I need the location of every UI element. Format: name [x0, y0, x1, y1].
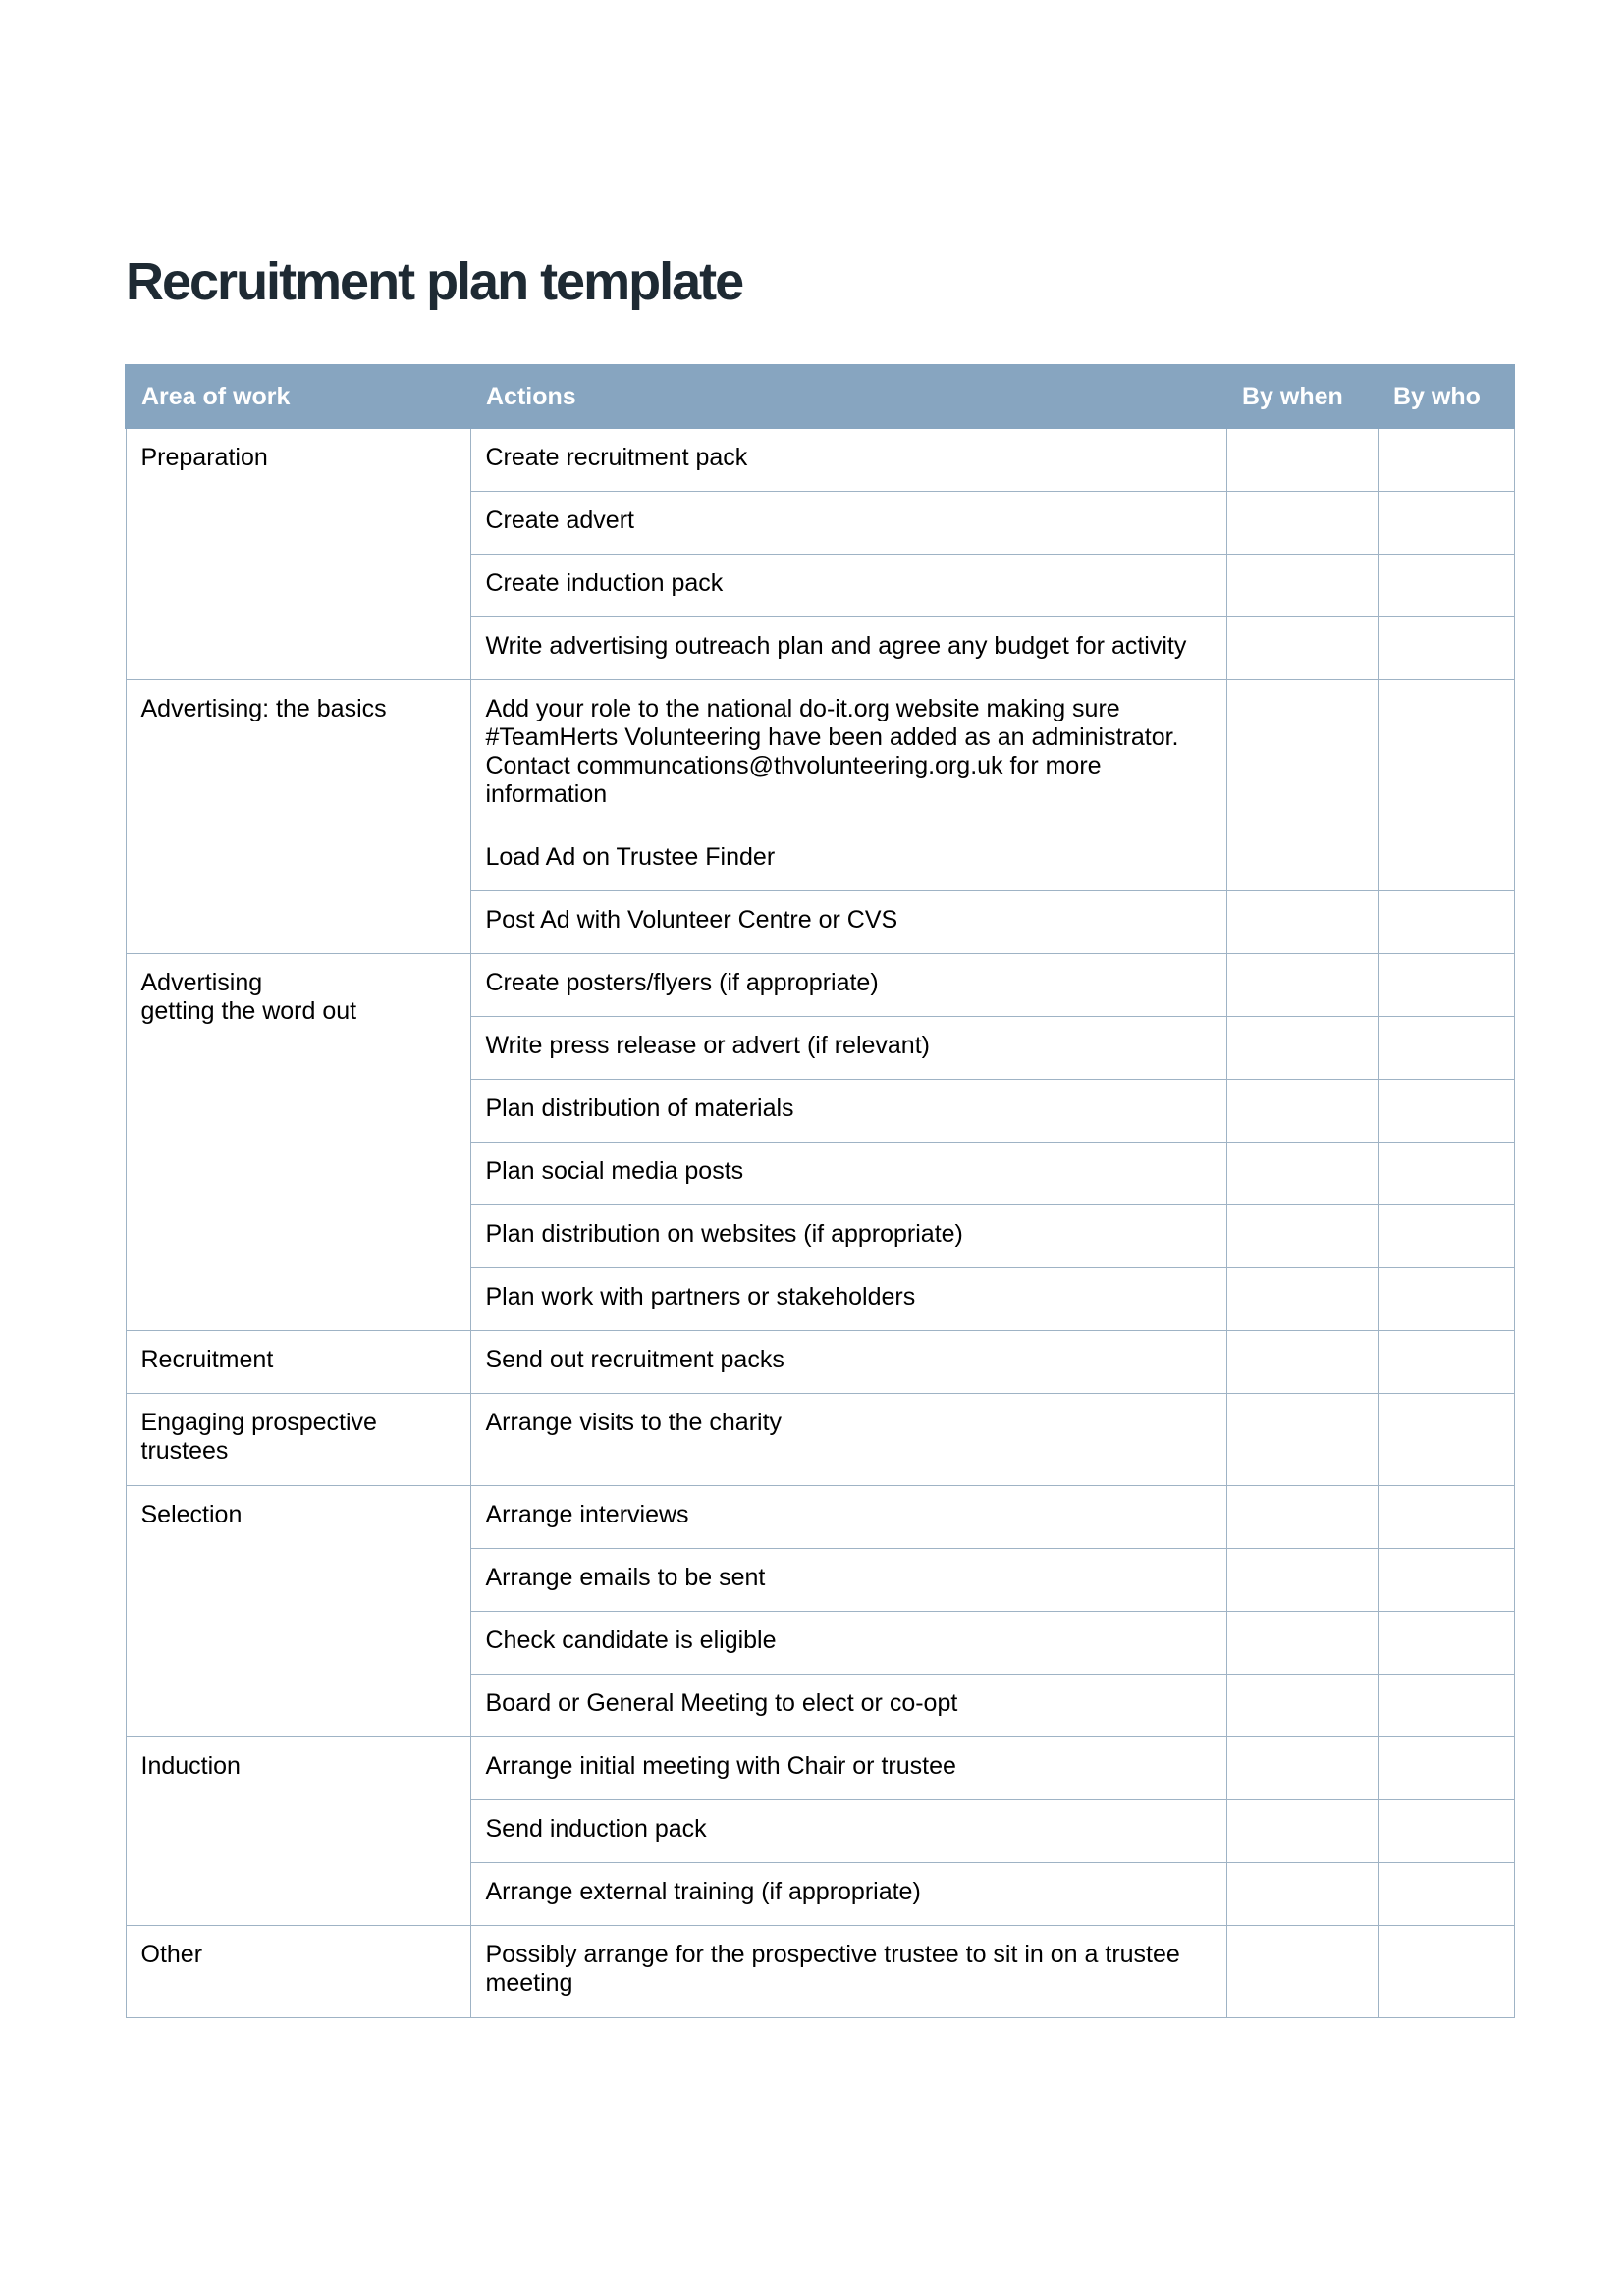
- area-selection: Selection: [126, 1485, 470, 1736]
- page-title: Recruitment plan template: [126, 252, 743, 311]
- area-preparation: Preparation: [126, 428, 470, 679]
- header-actions: Actions: [470, 365, 1226, 428]
- by-who-cell[interactable]: [1378, 1267, 1514, 1330]
- action-cell: Possibly arrange for the prospective trustee to sit in on a trustee meeting: [470, 1925, 1226, 2017]
- by-when-cell[interactable]: [1226, 1925, 1378, 2017]
- area-induction: Induction: [126, 1736, 470, 1925]
- by-when-cell[interactable]: [1226, 491, 1378, 554]
- action-cell: Plan distribution on websites (if appropriate): [470, 1204, 1226, 1267]
- action-cell: Arrange interviews: [470, 1485, 1226, 1548]
- table-row: [126, 1485, 1514, 1548]
- action-cell: Create posters/flyers (if appropriate): [470, 953, 1226, 1016]
- action-cell: Plan social media posts: [470, 1142, 1226, 1204]
- area-advertising-word-out: Advertising getting the word out: [126, 953, 470, 1330]
- action-cell: Add your role to the national do-it.org website making sure #TeamHerts Volunteering have been added as an administrator. Contact communcations@thvolunteering.org.uk for more information: [470, 679, 1226, 828]
- by-who-cell[interactable]: [1378, 1204, 1514, 1267]
- table-row: [126, 679, 1514, 828]
- by-who-cell[interactable]: [1378, 1862, 1514, 1925]
- table-header-row: [126, 365, 1514, 428]
- header-by-when: By when: [1226, 365, 1378, 428]
- by-when-cell[interactable]: [1226, 828, 1378, 890]
- action-cell: Create recruitment pack: [470, 428, 1226, 491]
- by-when-cell[interactable]: [1226, 1799, 1378, 1862]
- area-recruitment: Recruitment: [126, 1330, 470, 1393]
- by-when-cell[interactable]: [1226, 953, 1378, 1016]
- by-when-cell[interactable]: [1226, 1079, 1378, 1142]
- action-cell: Load Ad on Trustee Finder: [470, 828, 1226, 890]
- action-cell: Write advertising outreach plan and agree any budget for activity: [470, 616, 1226, 679]
- by-when-cell[interactable]: [1226, 1862, 1378, 1925]
- table-row: [126, 953, 1514, 1016]
- table-row: [126, 1330, 1514, 1393]
- by-when-cell[interactable]: [1226, 1142, 1378, 1204]
- action-cell: Arrange external training (if appropriate): [470, 1862, 1226, 1925]
- by-when-cell[interactable]: [1226, 1674, 1378, 1736]
- action-cell: Arrange initial meeting with Chair or trustee: [470, 1736, 1226, 1799]
- by-who-cell[interactable]: [1378, 953, 1514, 1016]
- by-when-cell[interactable]: [1226, 679, 1378, 828]
- by-who-cell[interactable]: [1378, 1674, 1514, 1736]
- action-cell: Send induction pack: [470, 1799, 1226, 1862]
- by-when-cell[interactable]: [1226, 1204, 1378, 1267]
- by-who-cell[interactable]: [1378, 890, 1514, 953]
- header-by-who: By who: [1378, 365, 1514, 428]
- by-who-cell[interactable]: [1378, 491, 1514, 554]
- action-cell: Plan distribution of materials: [470, 1079, 1226, 1142]
- by-who-cell[interactable]: [1378, 1799, 1514, 1862]
- table-row: [126, 1393, 1514, 1485]
- action-cell: Send out recruitment packs: [470, 1330, 1226, 1393]
- by-when-cell[interactable]: [1226, 554, 1378, 616]
- by-who-cell[interactable]: [1378, 554, 1514, 616]
- by-when-cell[interactable]: [1226, 1330, 1378, 1393]
- by-who-cell[interactable]: [1378, 1393, 1514, 1485]
- action-cell: Board or General Meeting to elect or co-opt: [470, 1674, 1226, 1736]
- area-engaging-trustees: Engaging prospective trustees: [126, 1393, 470, 1485]
- action-cell: Plan work with partners or stakeholders: [470, 1267, 1226, 1330]
- by-when-cell[interactable]: [1226, 428, 1378, 491]
- action-cell: Create induction pack: [470, 554, 1226, 616]
- table-row: [126, 428, 1514, 491]
- area-advertising-basics: Advertising: the basics: [126, 679, 470, 953]
- table-row: [126, 1925, 1514, 2017]
- by-when-cell[interactable]: [1226, 1485, 1378, 1548]
- header-area-of-work: Area of work: [126, 365, 470, 428]
- by-when-cell[interactable]: [1226, 1736, 1378, 1799]
- action-cell: Create advert: [470, 491, 1226, 554]
- by-who-cell[interactable]: [1378, 616, 1514, 679]
- table-row: [126, 1736, 1514, 1799]
- by-who-cell[interactable]: [1378, 1330, 1514, 1393]
- action-cell: Check candidate is eligible: [470, 1611, 1226, 1674]
- by-when-cell[interactable]: [1226, 1393, 1378, 1485]
- by-who-cell[interactable]: [1378, 1485, 1514, 1548]
- by-when-cell[interactable]: [1226, 616, 1378, 679]
- by-who-cell[interactable]: [1378, 828, 1514, 890]
- recruitment-plan-table: [125, 364, 1515, 2018]
- by-when-cell[interactable]: [1226, 890, 1378, 953]
- by-when-cell[interactable]: [1226, 1267, 1378, 1330]
- by-when-cell[interactable]: [1226, 1548, 1378, 1611]
- by-who-cell[interactable]: [1378, 1142, 1514, 1204]
- action-cell: Write press release or advert (if relevant): [470, 1016, 1226, 1079]
- action-cell: Arrange emails to be sent: [470, 1548, 1226, 1611]
- by-who-cell[interactable]: [1378, 1016, 1514, 1079]
- by-who-cell[interactable]: [1378, 1079, 1514, 1142]
- by-who-cell[interactable]: [1378, 428, 1514, 491]
- action-cell: Post Ad with Volunteer Centre or CVS: [470, 890, 1226, 953]
- by-when-cell[interactable]: [1226, 1016, 1378, 1079]
- action-cell: Arrange visits to the charity: [470, 1393, 1226, 1485]
- by-when-cell[interactable]: [1226, 1611, 1378, 1674]
- area-other: Other: [126, 1925, 470, 2017]
- by-who-cell[interactable]: [1378, 1925, 1514, 2017]
- by-who-cell[interactable]: [1378, 1611, 1514, 1674]
- by-who-cell[interactable]: [1378, 1548, 1514, 1611]
- by-who-cell[interactable]: [1378, 679, 1514, 828]
- by-who-cell[interactable]: [1378, 1736, 1514, 1799]
